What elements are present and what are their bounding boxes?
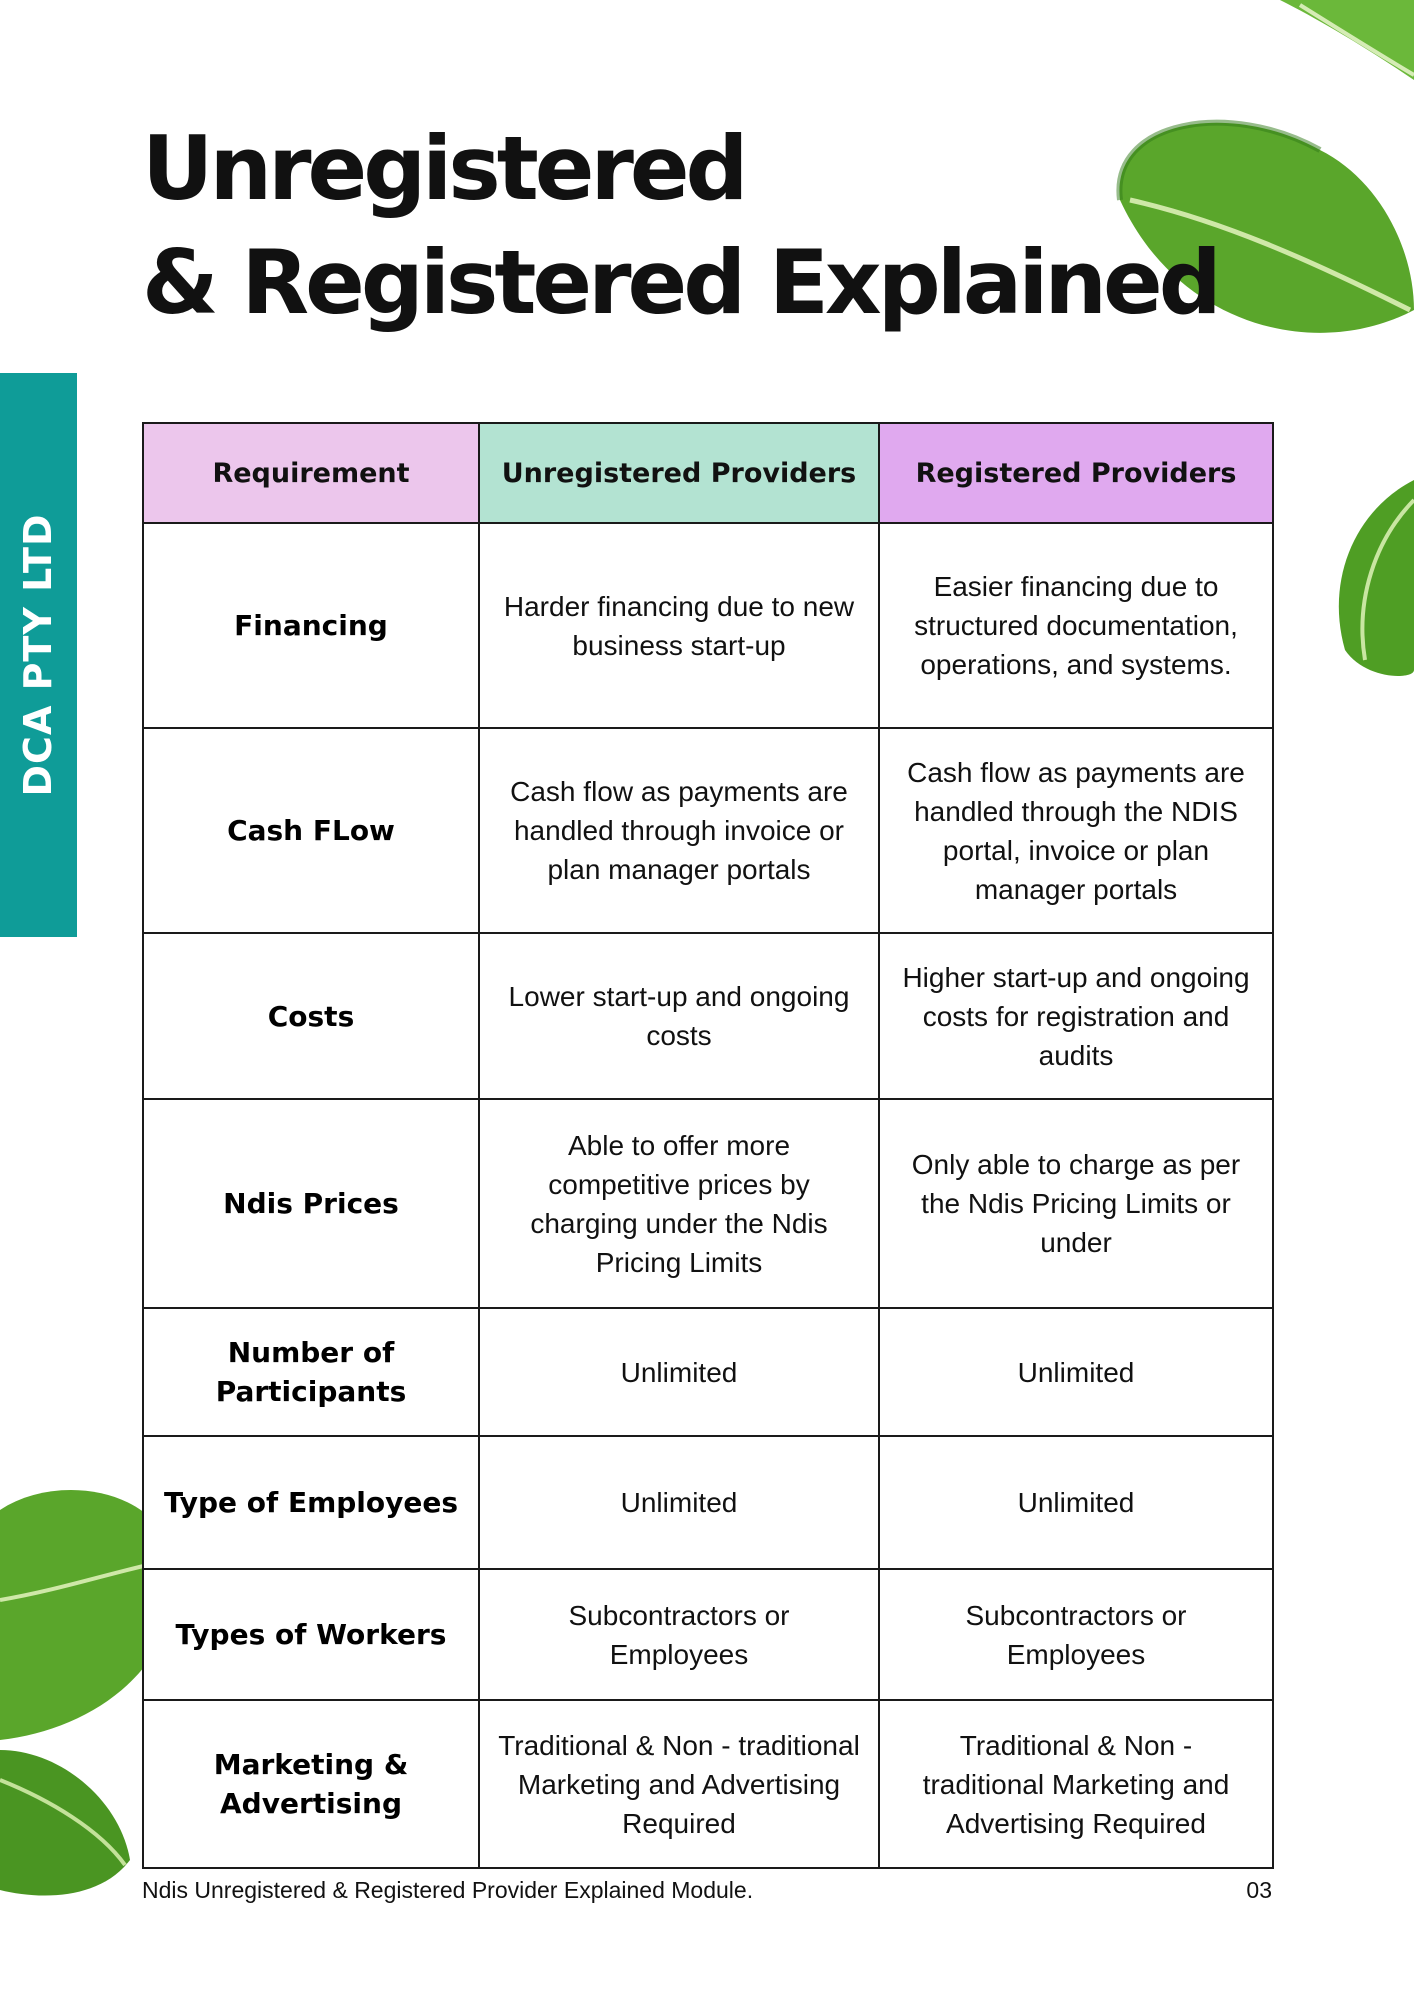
table-row bbox=[143, 728, 1273, 933]
table-row bbox=[143, 1308, 1273, 1436]
table-row bbox=[143, 1700, 1273, 1868]
company-name: DCA PTY LTD bbox=[16, 513, 60, 797]
row-requirement: Type of Employees bbox=[143, 1436, 479, 1569]
row-unregistered: Subcontractors or Employees bbox=[479, 1569, 879, 1700]
comparison-table bbox=[142, 422, 1274, 1869]
table-row bbox=[143, 523, 1273, 728]
row-registered: Cash flow as payments are handled through the NDIS portal, invoice or plan manager portals bbox=[879, 728, 1273, 933]
row-unregistered: Unlimited bbox=[479, 1308, 879, 1436]
row-registered: Higher start-up and ongoing costs for registration and audits bbox=[879, 933, 1273, 1099]
row-requirement: Ndis Prices bbox=[143, 1099, 479, 1308]
row-unregistered: Traditional & Non - traditional Marketing and Advertising Required bbox=[479, 1700, 879, 1868]
header-registered-providers: Registered Providers bbox=[879, 423, 1273, 523]
row-registered: Subcontractors or Employees bbox=[879, 1569, 1273, 1700]
row-unregistered: Able to offer more competitive prices by charging under the Ndis Pricing Limits bbox=[479, 1099, 879, 1308]
row-requirement: Financing bbox=[143, 523, 479, 728]
row-registered: Traditional & Non - traditional Marketing and Advertising Required bbox=[879, 1700, 1273, 1868]
row-requirement: Types of Workers bbox=[143, 1569, 479, 1700]
row-registered: Unlimited bbox=[879, 1436, 1273, 1569]
header-unregistered-providers: Unregistered Providers bbox=[479, 423, 879, 523]
footer-note: Ndis Unregistered & Registered Provider Explained Module. bbox=[142, 1877, 754, 1903]
row-requirement: Number of Participants bbox=[143, 1308, 479, 1436]
row-requirement: Marketing & Advertising bbox=[143, 1700, 479, 1868]
row-unregistered: Lower start-up and ongoing costs bbox=[479, 933, 879, 1099]
row-requirement: Costs bbox=[143, 933, 479, 1099]
title-line-2: & Registered Explained bbox=[142, 231, 1218, 334]
row-unregistered: Unlimited bbox=[479, 1436, 879, 1569]
row-registered: Easier financing due to structured documentation, operations, and systems. bbox=[879, 523, 1273, 728]
row-registered: Unlimited bbox=[879, 1308, 1273, 1436]
page-number: 03 bbox=[1246, 1877, 1272, 1903]
table-row bbox=[143, 1436, 1273, 1569]
leaf-top-corner-image bbox=[1280, 0, 1414, 90]
leaf-mid-right-image bbox=[1325, 480, 1414, 680]
table-header-row bbox=[143, 423, 1273, 523]
page-title bbox=[142, 112, 1218, 340]
header-requirement: Requirement bbox=[143, 423, 479, 523]
title-line-1: Unregistered bbox=[142, 117, 745, 220]
company-side-tab bbox=[0, 373, 77, 937]
table-row bbox=[143, 1099, 1273, 1308]
table-row bbox=[143, 933, 1273, 1099]
table-row bbox=[143, 1569, 1273, 1700]
row-unregistered: Harder financing due to new business start-up bbox=[479, 523, 879, 728]
row-unregistered: Cash flow as payments are handled through invoice or plan manager portals bbox=[479, 728, 879, 933]
row-registered: Only able to charge as per the Ndis Pricing Limits or under bbox=[879, 1099, 1273, 1308]
row-requirement: Cash FLow bbox=[143, 728, 479, 933]
